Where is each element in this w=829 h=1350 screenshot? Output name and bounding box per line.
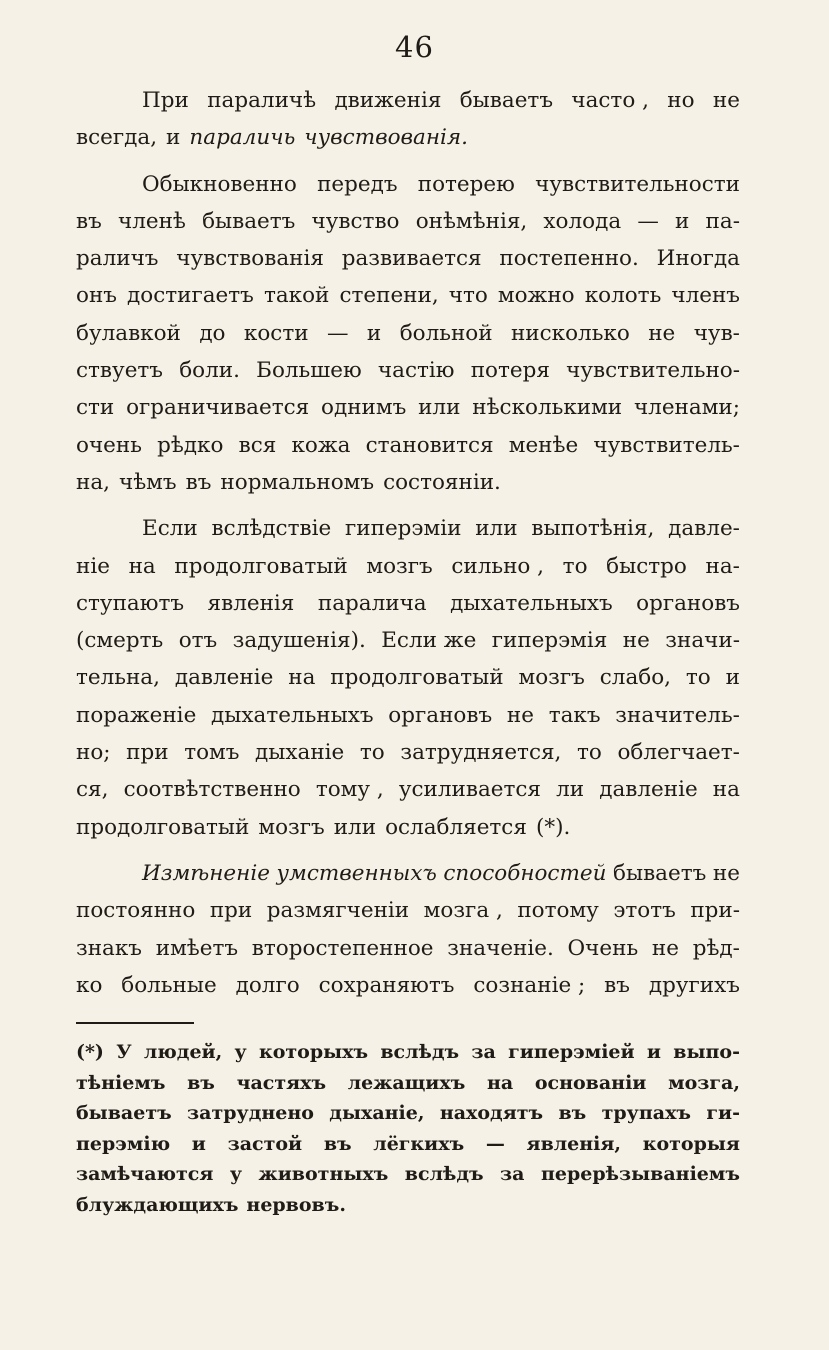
word: за (500, 1163, 525, 1186)
word: этотъ (613, 898, 676, 924)
word: мозга , (423, 898, 503, 924)
word: выпотѣнія, (531, 516, 655, 542)
word: значеніе. (447, 935, 554, 961)
word: и (725, 665, 740, 691)
paragraph (76, 166, 740, 502)
paragraph (76, 82, 740, 157)
word: другихъ (648, 972, 740, 998)
word: онъ (76, 283, 117, 309)
text-line (76, 352, 740, 389)
word: и (191, 1132, 206, 1155)
word: перерѣзываніемъ (540, 1163, 740, 1186)
word: при- (690, 898, 740, 924)
word: животныхъ (258, 1163, 389, 1186)
word: нервовъ. (246, 1193, 346, 1216)
word: мозгъ (258, 814, 325, 840)
word: мозга, (668, 1071, 740, 1094)
text-line (76, 892, 740, 929)
word: рѣд- (692, 935, 740, 961)
word: частяхъ (236, 1071, 327, 1094)
word: булавкой (76, 320, 181, 346)
word: нѣсколькими (472, 395, 623, 421)
footnote-line (76, 1068, 740, 1099)
italic-word: умственныхъ (276, 860, 437, 886)
word: Очень (567, 935, 639, 961)
word: дыхательныхъ (450, 590, 613, 616)
word: не (651, 935, 679, 961)
word: ко (76, 972, 103, 998)
word: чувствованія (176, 246, 324, 272)
word: — (327, 320, 349, 346)
text-line (76, 930, 740, 967)
page-number: 46 (395, 30, 434, 64)
word: лёгкихъ (373, 1132, 465, 1155)
word: бываетъ (76, 1102, 172, 1125)
word: однимъ (321, 395, 407, 421)
word: не (712, 860, 740, 886)
word: становится (365, 432, 494, 458)
word: ствуетъ (76, 358, 163, 384)
word: давле- (668, 516, 740, 542)
word: явленія (207, 590, 295, 616)
text-line (76, 548, 740, 585)
word: или (418, 395, 461, 421)
word: людей, (143, 1041, 223, 1063)
word: передъ (317, 171, 398, 197)
word: замѣчаются (76, 1163, 214, 1186)
word: сти (76, 395, 115, 421)
word: до (199, 320, 226, 346)
text-line (76, 734, 740, 771)
word: трупахъ (601, 1102, 691, 1125)
text-line (76, 203, 740, 240)
word: чѣмъ (119, 469, 177, 495)
word: на (128, 553, 156, 579)
paragraph-gap (76, 846, 740, 855)
word: затрудняется, (400, 740, 562, 766)
word: холода (543, 208, 622, 234)
word: въ (76, 208, 102, 234)
word: потерею (417, 171, 515, 197)
word: Большею (256, 358, 362, 384)
word: то (577, 740, 602, 766)
word: паралича (317, 590, 427, 616)
word: не (506, 702, 534, 728)
word: тому , (315, 777, 384, 803)
word: бываетъ (613, 860, 707, 886)
word: на (712, 777, 740, 803)
word: затруднено (187, 1102, 314, 1125)
word: При (142, 88, 189, 113)
word: въ (604, 972, 630, 998)
footnote-line (76, 1129, 740, 1160)
word: (*) (76, 1041, 104, 1063)
text-line (76, 240, 740, 277)
italic-word: способностей (443, 860, 607, 886)
word: то (562, 553, 588, 579)
word: въ (558, 1102, 587, 1125)
word: значи- (665, 628, 740, 654)
word: нормальномъ (220, 469, 375, 495)
word: быстро (606, 553, 687, 579)
word: имѣетъ (155, 935, 239, 961)
word: на, (76, 469, 110, 495)
word: Если же (381, 628, 477, 654)
word: частію (377, 358, 455, 384)
footnote-rule (76, 1022, 194, 1024)
word: долго (235, 972, 300, 998)
word: часто , (571, 88, 649, 113)
word: всегда, (76, 125, 158, 151)
text-line (76, 855, 740, 892)
text-line (76, 427, 740, 464)
word: или (333, 814, 377, 840)
italic-word: параличь (189, 125, 296, 151)
word: ся, (76, 777, 109, 803)
word: то (359, 740, 385, 766)
word: не (622, 628, 650, 654)
word: вслѣдъ (380, 1041, 460, 1063)
word: очень (76, 432, 142, 458)
word: давленіе (599, 777, 698, 803)
italic-word: Измѣненіе (142, 860, 270, 886)
word: движенія (334, 88, 442, 113)
word: соотвѣтственно (123, 777, 301, 803)
word: застой (227, 1132, 303, 1155)
footnote-line (76, 1190, 740, 1221)
word: усиливается (398, 777, 541, 803)
word: на- (705, 553, 740, 579)
word: чув- (693, 320, 740, 346)
word: чувствитель- (593, 432, 740, 458)
word: степени, (339, 283, 439, 309)
word: чувствительно- (566, 358, 740, 384)
word: (*). (535, 814, 571, 840)
word: слабо, (599, 665, 671, 691)
paragraph (76, 855, 740, 1004)
word: менѣе (508, 432, 579, 458)
word: продолговатый (330, 665, 504, 691)
word: тельна, (76, 665, 160, 691)
word: но (667, 88, 695, 113)
text-line (76, 166, 740, 203)
word: Иногда (656, 246, 740, 272)
word: находятъ (439, 1102, 544, 1125)
word: гиперэміи (345, 516, 462, 542)
word: колоть (584, 283, 662, 309)
word: но; (76, 740, 111, 766)
word: отъ (178, 628, 218, 654)
word: въ (187, 1071, 215, 1094)
word: Обыкновенно (142, 171, 297, 197)
footnote (76, 1037, 740, 1221)
word: размягченіи (266, 898, 410, 924)
text-line (76, 510, 740, 547)
word: па- (705, 208, 740, 234)
word: при (209, 898, 253, 924)
word: пораженіе (76, 702, 197, 728)
word: органовъ (636, 590, 740, 616)
word: членами; (633, 395, 740, 421)
word: потеря (470, 358, 550, 384)
word: знакъ (76, 935, 142, 961)
word: сознаніе ; (473, 972, 586, 998)
word: и (366, 320, 382, 346)
word: кости (243, 320, 309, 346)
word: и (675, 208, 690, 234)
word: постоянно (76, 898, 196, 924)
paragraph-gap (76, 501, 740, 510)
word: сохраняютъ (318, 972, 455, 998)
word: не (712, 88, 740, 113)
word: за (471, 1041, 496, 1063)
word: сильно , (451, 553, 545, 579)
word: боли. (179, 358, 240, 384)
word: ли (556, 777, 585, 803)
text-line (76, 315, 740, 352)
word: перэмію (76, 1132, 171, 1155)
word: дыханіе (255, 740, 345, 766)
word: и (646, 1041, 661, 1063)
word: гиперэміей (508, 1041, 635, 1063)
word: (смерть (76, 628, 164, 654)
word: такой (263, 283, 330, 309)
word: чувство (311, 208, 400, 234)
word: дыханіе, (329, 1102, 425, 1125)
word: ослабляется (385, 814, 527, 840)
word: основаніи (534, 1071, 647, 1094)
word: у (229, 1163, 243, 1186)
word: постепенно. (499, 246, 639, 272)
word: рѣдко (157, 432, 224, 458)
word: продолговатый (76, 814, 250, 840)
word: мозгъ (518, 665, 585, 691)
word: блуждающихъ (76, 1193, 239, 1216)
word: ступаютъ (76, 590, 185, 616)
paragraph-gap (76, 157, 740, 166)
word: второстепенное (251, 935, 434, 961)
word: больной (399, 320, 493, 346)
text-line (76, 659, 740, 696)
word: бываетъ (202, 208, 296, 234)
word: — (637, 208, 659, 234)
word: У (116, 1041, 132, 1063)
word: потому (517, 898, 599, 924)
word: вся (238, 432, 277, 458)
word: чувствительности (535, 171, 740, 197)
word: членъ (671, 283, 740, 309)
word: томъ (184, 740, 240, 766)
word: кожа (291, 432, 351, 458)
footnote-line (76, 1098, 740, 1129)
italic-word: чувствованія. (304, 125, 468, 151)
word: раличъ (76, 246, 159, 272)
word: развивается (341, 246, 482, 272)
word: можно (497, 283, 575, 309)
word: въ (185, 469, 212, 495)
word: — (485, 1132, 505, 1155)
body-text (76, 82, 740, 1004)
word: вслѣдствіе (211, 516, 332, 542)
word: продолговатый (174, 553, 348, 579)
word: ги- (706, 1102, 740, 1125)
word: выпо- (673, 1041, 740, 1063)
footnote-line (76, 1159, 740, 1190)
word: больные (121, 972, 217, 998)
word: у (234, 1041, 247, 1063)
word: членѣ (117, 208, 186, 234)
word: онѣмѣнія, (415, 208, 528, 234)
word: вслѣдъ (404, 1163, 484, 1186)
word: которыя (642, 1132, 740, 1155)
word: при (126, 740, 169, 766)
word: бываетъ (459, 88, 554, 113)
word: органовъ (388, 702, 493, 728)
word: такъ (548, 702, 601, 728)
word: дыхательныхъ (211, 702, 374, 728)
word: тѣніемъ (76, 1071, 166, 1094)
word: состояніи. (383, 469, 501, 495)
word: достигаетъ (127, 283, 254, 309)
word: то (685, 665, 711, 691)
word: на (288, 665, 316, 691)
word: или (475, 516, 518, 542)
word: явленія, (526, 1132, 622, 1155)
text-line (76, 809, 740, 846)
word: мозгъ (366, 553, 433, 579)
footnote-line (76, 1037, 740, 1068)
word: ніе (76, 553, 110, 579)
text-line (76, 622, 740, 659)
text-line (76, 82, 740, 119)
word: въ (323, 1132, 352, 1155)
word: облегчает- (617, 740, 740, 766)
word: нисколько (510, 320, 630, 346)
text-line (76, 967, 740, 1004)
text-line (76, 277, 740, 314)
text-line (76, 585, 740, 622)
word: значитель- (615, 702, 740, 728)
word: на (486, 1071, 514, 1094)
paragraph (76, 510, 740, 846)
word: лежащихъ (347, 1071, 466, 1094)
text-line (76, 389, 740, 426)
word: не (648, 320, 676, 346)
word: параличѣ (207, 88, 317, 113)
word: и (166, 125, 181, 151)
text-line (76, 771, 740, 808)
word: Если (142, 516, 198, 542)
text-line (76, 464, 740, 501)
word: задушенія). (232, 628, 366, 654)
text-line (76, 697, 740, 734)
text-line (76, 119, 740, 156)
word: что (448, 283, 488, 309)
word: которыхъ (258, 1041, 369, 1063)
word: гиперэмія (491, 628, 608, 654)
word: ограничивается (126, 395, 310, 421)
word: давленіе (174, 665, 274, 691)
